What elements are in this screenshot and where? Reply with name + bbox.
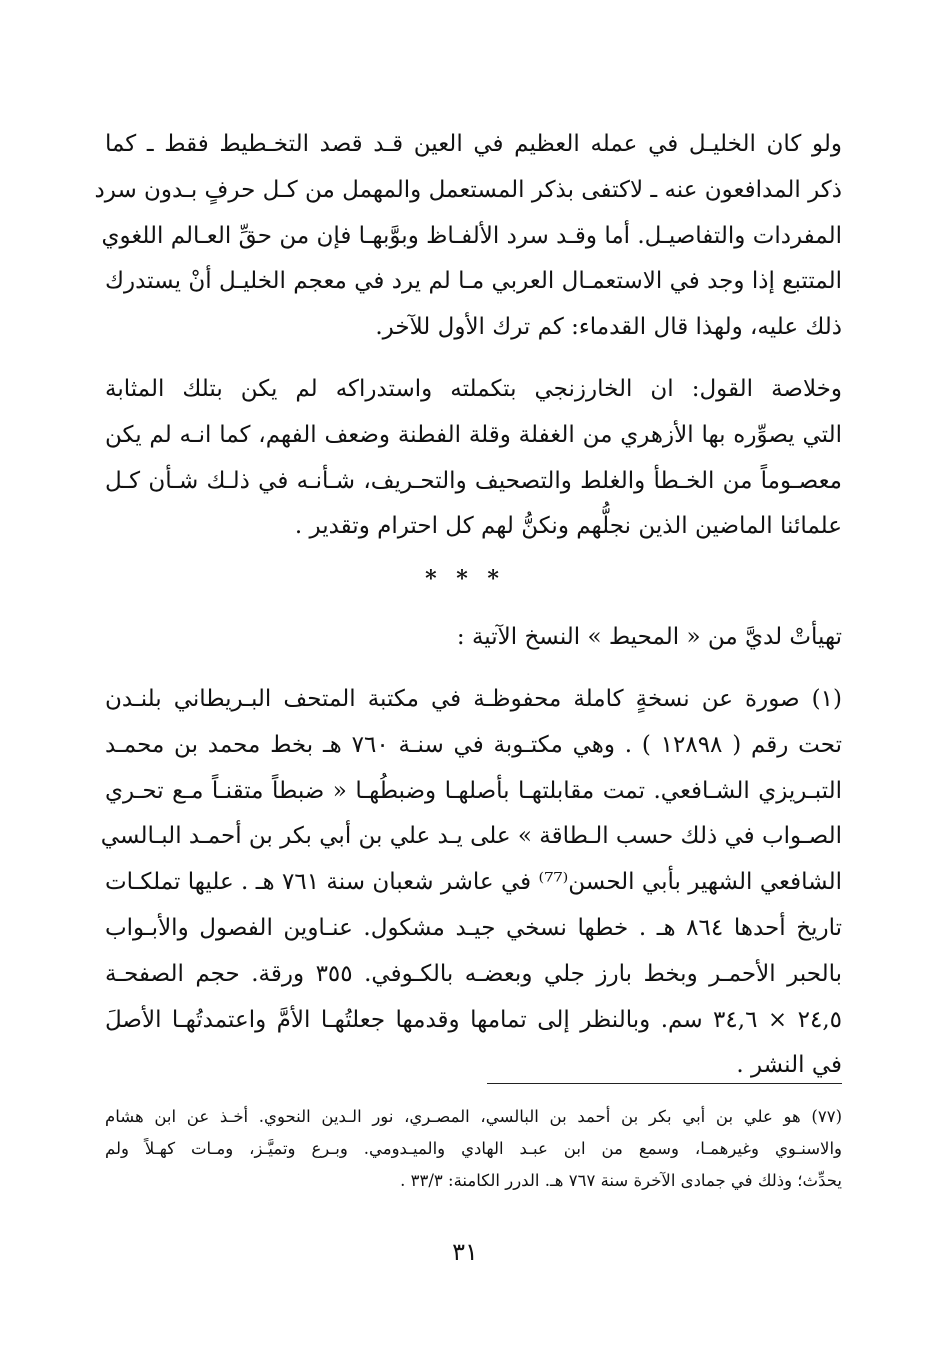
text-line: (١) صورة عن نسخةٍ كاملة محفوظـة في مكتبة المتحف البـريطاني بلنـدن: [105, 686, 842, 712]
footnote-divider: [487, 1083, 842, 1084]
text-line: الشافعي الشهير بأبي الحسن⁽⁷⁷⁾ في عاشر شعبان سنة ٧٦١ هـ . عليها تملكـات: [105, 869, 842, 896]
text-line: المفردات والتفاصيـل. أما وقـد سرد الألفـاظ وبوَّبهـا فإن من حقِّ العـالم اللغوي: [101, 222, 842, 249]
paragraph-khalil-argument: [94, 122, 842, 351]
text-line: بالحبر الأحمـر وبخط بارز جلي وبعضـه بالكـوفي. ٣٥٥ ورقة. حجم الصفحـة: [105, 960, 842, 987]
footnote-line: يحدِّث؛ وذلك في جمادى الآخرة سنة ٧٦٧ هـ. الدرر الكامنة: ٣٣/٣ .: [400, 1171, 842, 1190]
footnote-line: والاسنـوي وغيرهمـا، وسمع من ابن عبـد الهادي والميـدومي. وبـرع وتميَّـز، ومـات كهـلاً ولم: [105, 1139, 842, 1158]
text-line: المتتبع إذا وجد في الاستعمـال العربي مـا لم يرد في معجم الخليـل أنْ يستدرك: [105, 268, 842, 295]
text-line: علمائنا الماضين الذين نجلُّهم ونكنُّ لهم كل احترام وتقدير .: [294, 513, 842, 540]
text-line: وخلاصة القول: ان الخارزنجي بتكملته واستدراكه لم يكن بتلك المثابة: [105, 376, 842, 402]
paragraph-manuscripts-intro: [105, 615, 842, 661]
paragraph-conclusion: [105, 367, 842, 550]
footnote-line: (٧٧) هو علي بن أبي بكر بن أحمد بن البالسي، المصـري، نور الـدين النحوي. أخـذ عن ابن هشام: [105, 1107, 842, 1126]
text-line: معصـوماً من الخـطأ والغلط والتصحيف والتحـريف، شـأنـه في ذلـك شـأن كـل: [105, 467, 842, 494]
text-line: تهيأتْ لديَّ من « المحيط » النسخ الآتية :: [456, 624, 842, 650]
text-line: ذكر المدافعون عنه ـ لاكتفى بذكر المستعمل والمهمل من كـل حرفٍ بـدون سرد: [94, 176, 842, 203]
paragraph-manuscript-1: [100, 677, 842, 1089]
text-line: ولو كان الخليـل في عمله العظيم في العين قـد قصد التخـطيط فقط ـ كما: [105, 131, 842, 157]
text-line: الصـواب في ذلك حسب الـطاقة » على يـد علي بن أبي بكر بن أحمـد البـالسي: [100, 823, 842, 850]
text-line: ذلك عليه، ولهذا قال القدماء: كم ترك الأول للآخر.: [375, 314, 842, 341]
text-line: تاريخ أحدها ٨٦٤ هـ . خطها نسخي جيـد مشكول. عنـاوين الفصول والأبـواب: [105, 914, 842, 941]
text-line: التي يصوِّره بها الأزهري من الغفلة وقلة الفطنة وضعف الفهم، كما انـه لم يكن: [105, 421, 842, 448]
text-line: ٢٤,٥ × ٣٤,٦ سم. وبالنظر إلى تمامها وقدمها جعلتُهـا الأمَّ واعتمدتُهـا الأصلَ: [105, 1006, 842, 1033]
page-number: ٣١: [452, 1238, 478, 1266]
text-line: في النشر .: [736, 1052, 842, 1079]
text-line: التبـريزي الشـافعي. تمت مقابلتهـا بأصلهـا وضبطُهـا « ضبطاً متقنـاً مـع تحـري: [105, 777, 842, 804]
text-line: تحت رقم ( ١٢٨٩٨ ) . وهي مكتـوبة في سنـة ٧٦٠ هـ بخط محمد بن محمـد: [105, 731, 842, 758]
footnote-77: [105, 1101, 842, 1197]
section-separator-stars: * * *: [425, 566, 505, 592]
